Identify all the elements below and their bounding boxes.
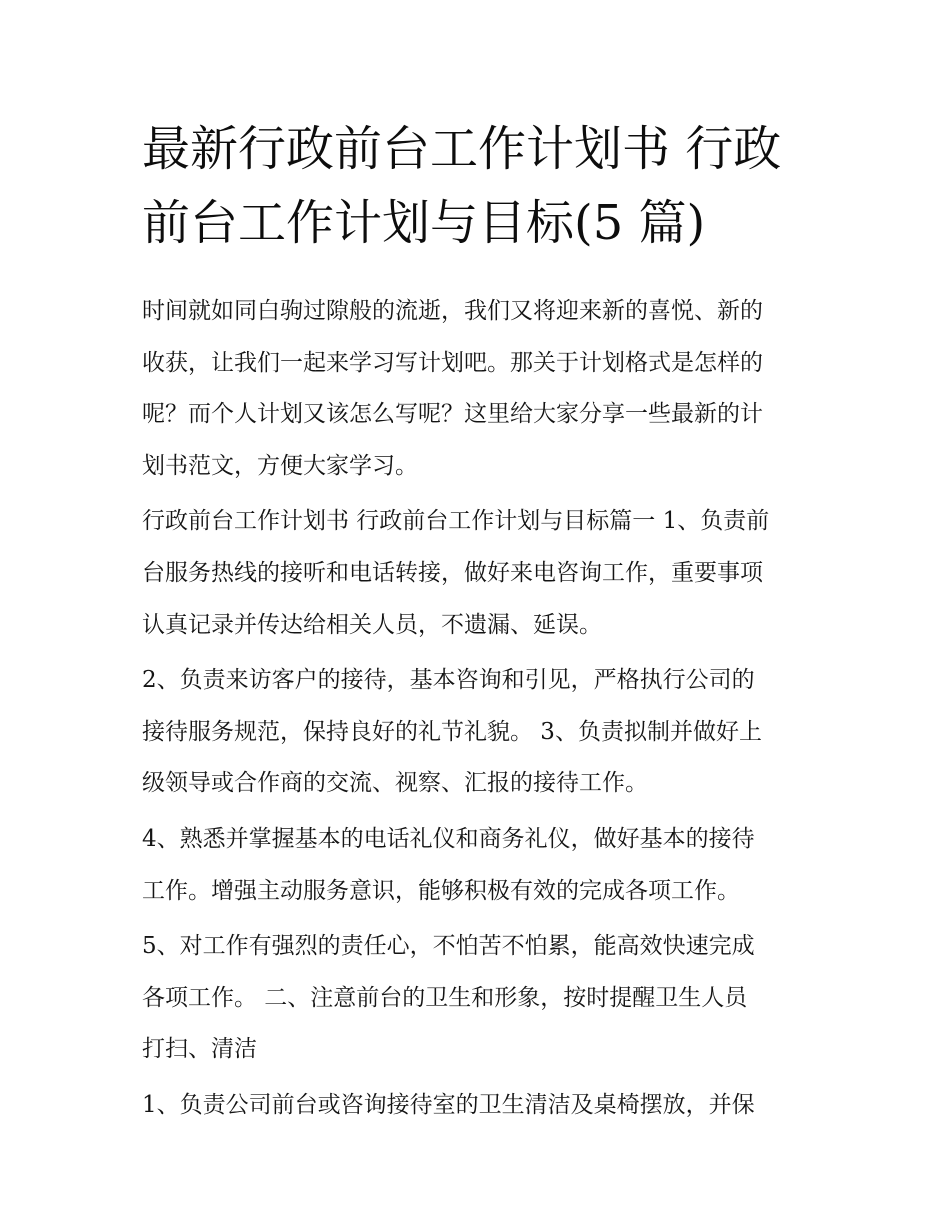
text-line: 呢？而个人计划又该怎么写呢？这里给大家分享一些最新的计 (142, 401, 763, 428)
title-line: 前台工作计划与目标(5 篇) (142, 195, 706, 251)
body-paragraph (142, 1080, 814, 1132)
text-line: 认真记录并传达给相关人员，不遗漏、延误。 (142, 611, 602, 638)
text-line: 时间就如同白驹过隙般的流逝，我们又将迎来新的喜悦、新的 (142, 298, 763, 324)
text-line: 划书范文，方便大家学习。 (142, 452, 418, 479)
text-line: 收获，让我们一起来学习写计划吧。那关于计划格式是怎样的 (142, 349, 763, 376)
text-line: 打扫、清洁 (142, 1036, 257, 1063)
text-line: 接待服务规范，保持良好的礼节礼貌。 3、负责拟制并做好上 (142, 718, 762, 745)
text-line: 4、熟悉并掌握基本的电话礼仪和商务礼仪，做好基本的接待 (142, 825, 755, 852)
text-line: 各项工作。 二、注意前台的卫生和形象，按时提醒卫生人员 (142, 984, 748, 1011)
body-paragraph (142, 814, 814, 917)
body-paragraph (142, 921, 814, 1076)
text-line: 2、负责来访客户的接待，基本咨询和引见，严格执行公司的 (142, 667, 755, 694)
body-paragraph (142, 655, 814, 810)
document-page (142, 112, 814, 1136)
title-line: 最新行政前台工作计划书 行政 (142, 121, 782, 177)
text-line: 级领导或合作商的交流、视察、汇报的接待工作。 (142, 770, 648, 797)
document-title (142, 112, 814, 260)
text-line: 台服务热线的接听和电话转接，做好来电咨询工作，重要事项 (142, 559, 763, 586)
text-line: 1、负责公司前台或咨询接待室的卫生清洁及桌椅摆放，并保 (142, 1091, 755, 1118)
intro-paragraph (142, 286, 814, 492)
text-line: 5、对工作有强烈的责任心，不怕苦不怕累，能高效快速完成 (142, 933, 755, 960)
body-paragraph (142, 496, 814, 651)
text-line: 行政前台工作计划书 行政前台工作计划与目标篇一 1、负责前 (142, 508, 770, 535)
text-line: 工作。增强主动服务意识，能够积极有效的完成各项工作。 (142, 877, 740, 904)
